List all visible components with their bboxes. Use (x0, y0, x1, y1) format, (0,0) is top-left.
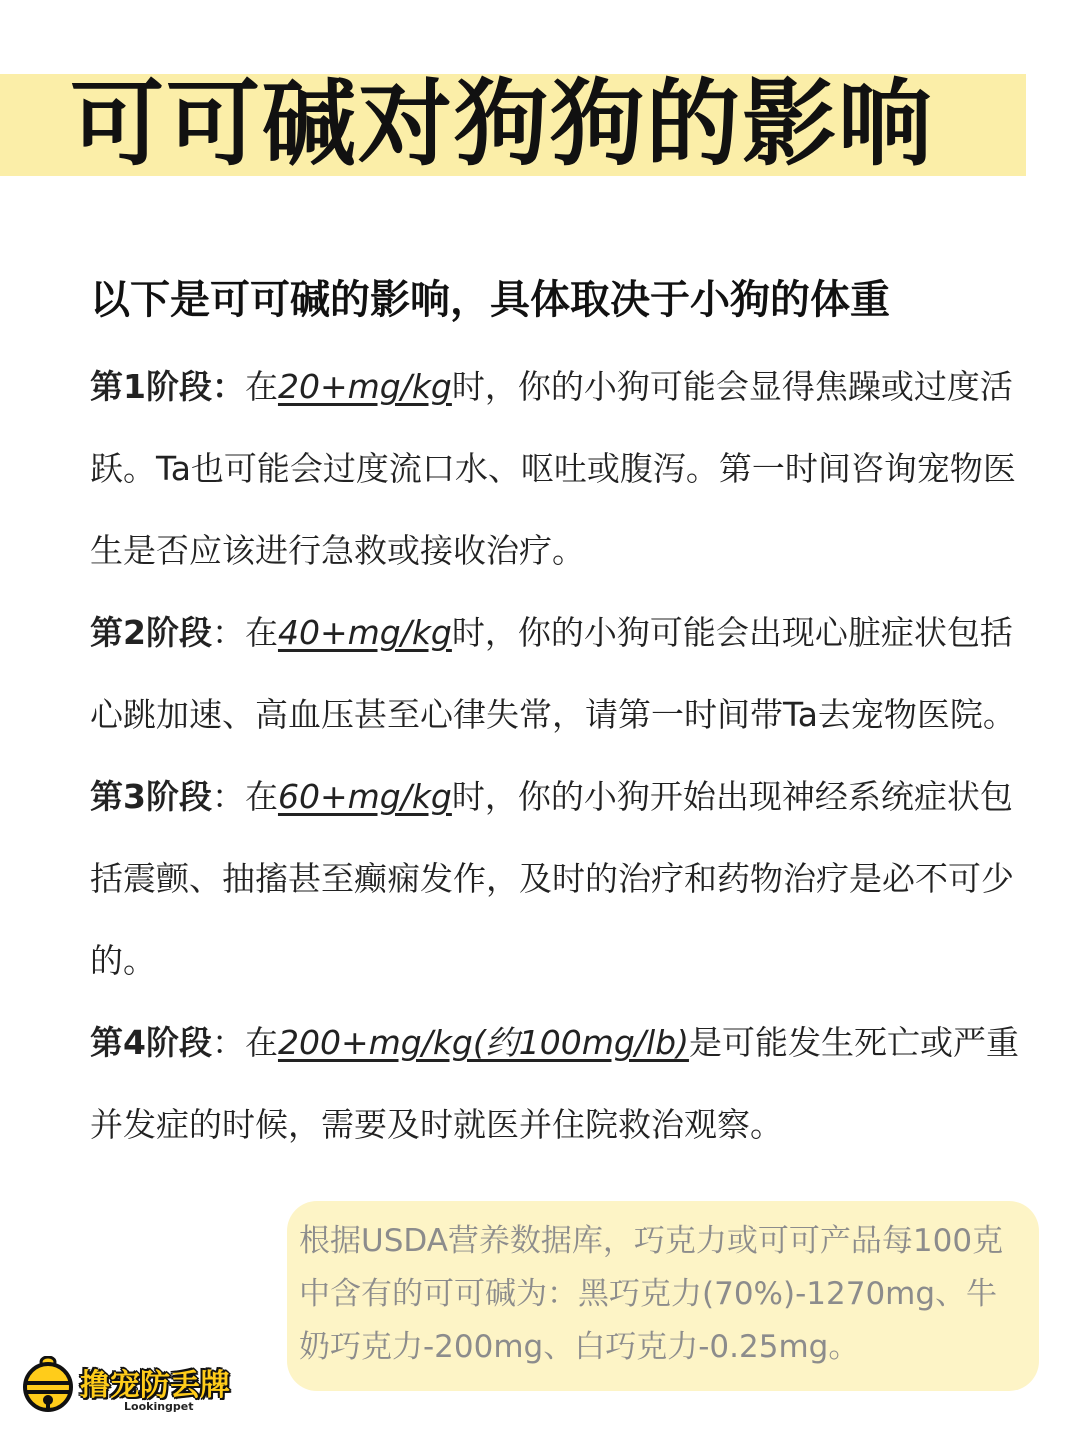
stage-3-separator: ： (211, 777, 245, 816)
stage-4-prefix: 在 (244, 1023, 278, 1062)
stage-2-prefix: 在 (244, 613, 278, 652)
stage-1-dose: 20+mg/kg (277, 367, 452, 406)
brand-subtitle: Lookingpet (124, 1400, 194, 1413)
stage-3-prefix: 在 (244, 777, 278, 816)
stage-3-text: 时，你的小狗开始出现神经系统症状包括震颤、抽搐甚至癫痫发作，及时的治疗和药物治疗是必不可少的。 (90, 777, 1014, 980)
stage-1-paragraph (90, 346, 1030, 592)
stage-2-separator: ： (211, 613, 245, 652)
stage-2-paragraph (90, 592, 1030, 756)
stage-1-label: 第1阶段 (90, 367, 212, 406)
usda-note-text: 根据USDA营养数据库，巧克力或可可产品每100克中含有的可可碱为：黑巧克力(70%)-1270mg、牛奶巧克力-200mg、白巧克力-0.25mg。 (299, 1223, 1004, 1365)
stage-3-paragraph (90, 756, 1030, 1002)
stage-list (90, 346, 1030, 1166)
stage-4-paragraph (90, 1002, 1030, 1166)
stage-2-text: 时，你的小狗可能会出现心脏症状包括心跳加速、高血压甚至心律失常，请第一时间带Ta去宠物医院。 (90, 613, 1016, 734)
stage-2-dose: 40+mg/kg (277, 613, 452, 652)
stage-1-text: 时，你的小狗可能会显得焦躁或过度活跃。Ta也可能会过度流口水、呕吐或腹泻。第一时间咨询宠物医生是否应该进行急救或接收治疗。 (90, 367, 1016, 570)
brand-name: 撸宠防丢牌 (80, 1368, 230, 1403)
bell-icon (20, 1356, 76, 1416)
stage-4-dose: 200+mg/kg(约100mg/lb) (277, 1023, 689, 1062)
subtitle: 以下是可可碱的影响，具体取决于小狗的体重 (90, 277, 890, 323)
stage-3-label: 第3阶段 (90, 777, 212, 816)
stage-4-label: 第4阶段 (90, 1023, 212, 1062)
stage-2-label: 第2阶段 (90, 613, 212, 652)
stage-4-separator: ： (211, 1023, 245, 1062)
page-title: 可可碱对狗狗的影响 (70, 70, 935, 179)
stage-1-prefix: 在 (244, 367, 278, 406)
brand-logo (20, 1352, 270, 1422)
usda-note-box (287, 1201, 1039, 1391)
stage-4-text: 是可能发生死亡或严重并发症的时候，需要及时就医并住院救治观察。 (90, 1023, 1019, 1144)
stage-1-separator: ： (211, 367, 245, 406)
stage-3-dose: 60+mg/kg (277, 777, 452, 816)
